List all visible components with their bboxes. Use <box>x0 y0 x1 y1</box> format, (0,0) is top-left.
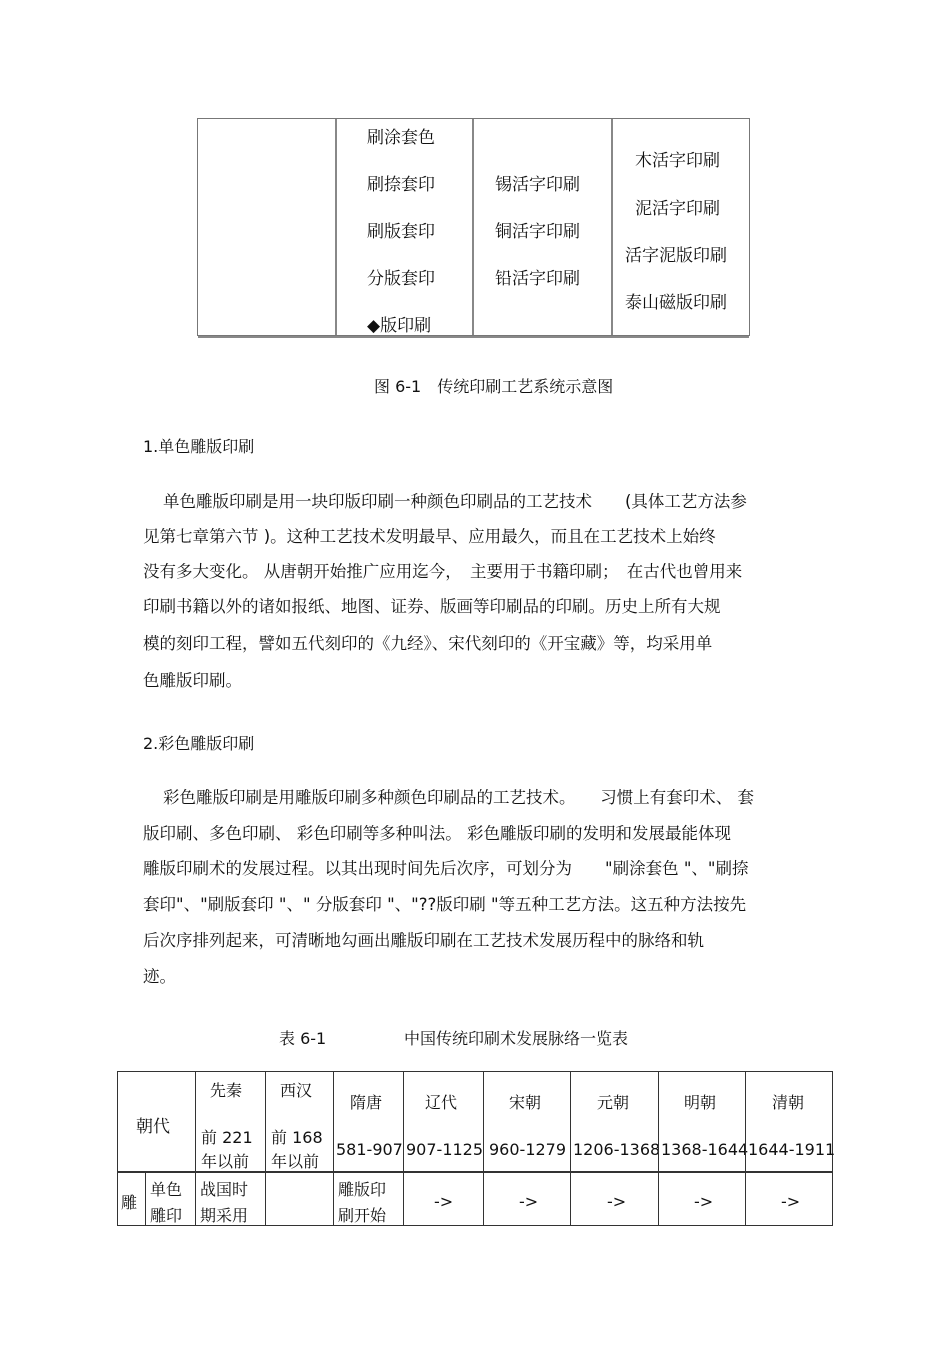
paragraph-line: 没有多大变化。 从唐朝开始推广应用迄今， 主要用于书籍印刷； 在古代也曾用来 <box>143 562 743 581</box>
table-header-cell <box>658 1071 749 1172</box>
figure-caption: 图 6-1 传统印刷工艺系统示意图 <box>374 377 614 396</box>
period-years: 907-1125 <box>406 1140 484 1159</box>
paragraph-line: 套印"、"刷版套印 "、" 分版套印 "、"??版印刷 "等五种工艺方法。这五种方法按先 <box>143 895 747 914</box>
period-name: 宋朝 <box>509 1093 542 1112</box>
paragraph-line: 版印刷、多色印刷、 彩色印刷等多种叫法。 彩色雕版印刷的发明和发展最能体现 <box>143 824 731 843</box>
diagram-item: 分版套印 <box>367 269 435 289</box>
period-name: 西汉 <box>280 1081 313 1100</box>
arrow-text: -> <box>607 1192 627 1211</box>
table-title: 中国传统印刷术发展脉络一览表 <box>404 1029 629 1048</box>
table-cell <box>195 1172 266 1226</box>
row-header-label: 朝代 <box>136 1117 170 1137</box>
diagram-item: 活字泥版印刷 <box>625 246 727 266</box>
table-cell <box>745 1172 833 1226</box>
table-cell <box>570 1172 659 1226</box>
diagram-item: ◆版印刷 <box>367 316 432 336</box>
period-name: 辽代 <box>425 1093 458 1112</box>
arrow-text: -> <box>781 1192 801 1211</box>
diagram-column-color-woodblock <box>337 119 474 335</box>
paragraph-line: 色雕版印刷。 <box>143 671 242 690</box>
diagram-item: 铜活字印刷 <box>495 222 580 242</box>
paragraph-line: 模的刻印工程，譬如五代刻印的《九经》、宋代刻印的《开宝藏》等，均采用单 <box>143 634 713 653</box>
paragraph-line: 单色雕版印刷是用一块印版印刷一种颜色印刷品的工艺技术 (具体工艺方法参 <box>163 492 747 511</box>
diagram-item: 木活字印刷 <box>635 151 720 171</box>
period-years: 581-907 <box>336 1140 403 1159</box>
arrow-text: -> <box>434 1192 454 1211</box>
cell-text: 刷开始 <box>338 1206 387 1225</box>
table-header-cell <box>333 1071 404 1172</box>
table-header-cell <box>483 1071 571 1172</box>
period-name: 元朝 <box>597 1093 630 1112</box>
table-header-cell <box>570 1071 659 1172</box>
table-row-header <box>117 1071 196 1172</box>
period-years: 前 168 <box>271 1128 323 1147</box>
period-years: 年以前 <box>201 1152 250 1171</box>
section-heading: 1.单色雕版印刷 <box>143 437 255 456</box>
paragraph-line: 彩色雕版印刷是用雕版印刷多种颜色印刷品的工艺技术。 习惯上有套印术、 套 <box>163 788 754 807</box>
diagram-bottom-rule <box>198 336 749 338</box>
paragraph-line: 印刷书籍以外的诸如报纸、地图、证券、版画等印刷品的印刷。历史上所有大规 <box>143 597 721 616</box>
diagram-item: 刷版套印 <box>367 222 435 242</box>
table-cell <box>265 1172 334 1226</box>
table-cell <box>333 1172 404 1226</box>
row-label: 雕印 <box>150 1206 183 1225</box>
cell-text: 期采用 <box>200 1206 249 1225</box>
arrow-text: -> <box>519 1192 539 1211</box>
cell-text: 雕版印 <box>338 1180 387 1199</box>
diagram-item: 刷捺套印 <box>367 175 435 195</box>
table-header-cell <box>265 1071 334 1172</box>
period-years: 年以前 <box>271 1152 320 1171</box>
table-cell <box>658 1172 746 1226</box>
period-name: 先秦 <box>210 1081 243 1100</box>
diagram-column-movable-type <box>613 119 749 335</box>
table-header-cell <box>195 1071 266 1172</box>
cell-text: 战国时 <box>200 1180 249 1199</box>
paragraph-line: 迹。 <box>143 967 176 986</box>
diagram-item: 泰山磁版印刷 <box>625 293 727 313</box>
arrow-text: -> <box>694 1192 714 1211</box>
diagram-column-metal-type <box>474 119 613 335</box>
table-cell <box>483 1172 571 1226</box>
diagram-item: 铅活字印刷 <box>495 269 580 289</box>
period-name: 明朝 <box>684 1093 717 1112</box>
group-label: 雕 <box>121 1193 138 1212</box>
diagram-column-empty <box>198 119 337 335</box>
diagram-item: 泥活字印刷 <box>635 199 720 219</box>
period-years: 1644-1911 <box>748 1140 836 1159</box>
diagram-item: 锡活字印刷 <box>495 175 580 195</box>
section-heading: 2.彩色雕版印刷 <box>143 734 255 753</box>
period-years: 1368-1644 <box>661 1140 749 1159</box>
period-years: 1206-1368 <box>573 1140 661 1159</box>
table-group-cell <box>117 1172 146 1226</box>
period-name: 隋唐 <box>350 1093 383 1112</box>
paragraph-line: 雕版印刷术的发展过程。以其出现时间先后次序，可划分为 "刷涂套色 "、"刷捺 <box>143 859 749 878</box>
period-years: 960-1279 <box>489 1140 567 1159</box>
table-number: 表 6-1 <box>279 1029 327 1048</box>
table-row-label <box>145 1172 196 1226</box>
paragraph-line: 见第七章第六节 )。这种工艺技术发明最早、应用最久，而且在工艺技术上始终 <box>143 527 716 546</box>
diagram-item: 刷涂套色 <box>367 128 435 148</box>
table-cell <box>403 1172 484 1226</box>
paragraph-line: 后次序排列起来，可清晰地勾画出雕版印刷在工艺技术发展历程中的脉络和轨 <box>143 931 704 950</box>
period-name: 清朝 <box>772 1093 805 1112</box>
printing-process-diagram <box>197 118 750 336</box>
period-years: 前 221 <box>201 1128 253 1147</box>
table-header-cell <box>745 1071 836 1172</box>
row-label: 单色 <box>150 1180 183 1199</box>
table-header-cell <box>403 1071 484 1172</box>
